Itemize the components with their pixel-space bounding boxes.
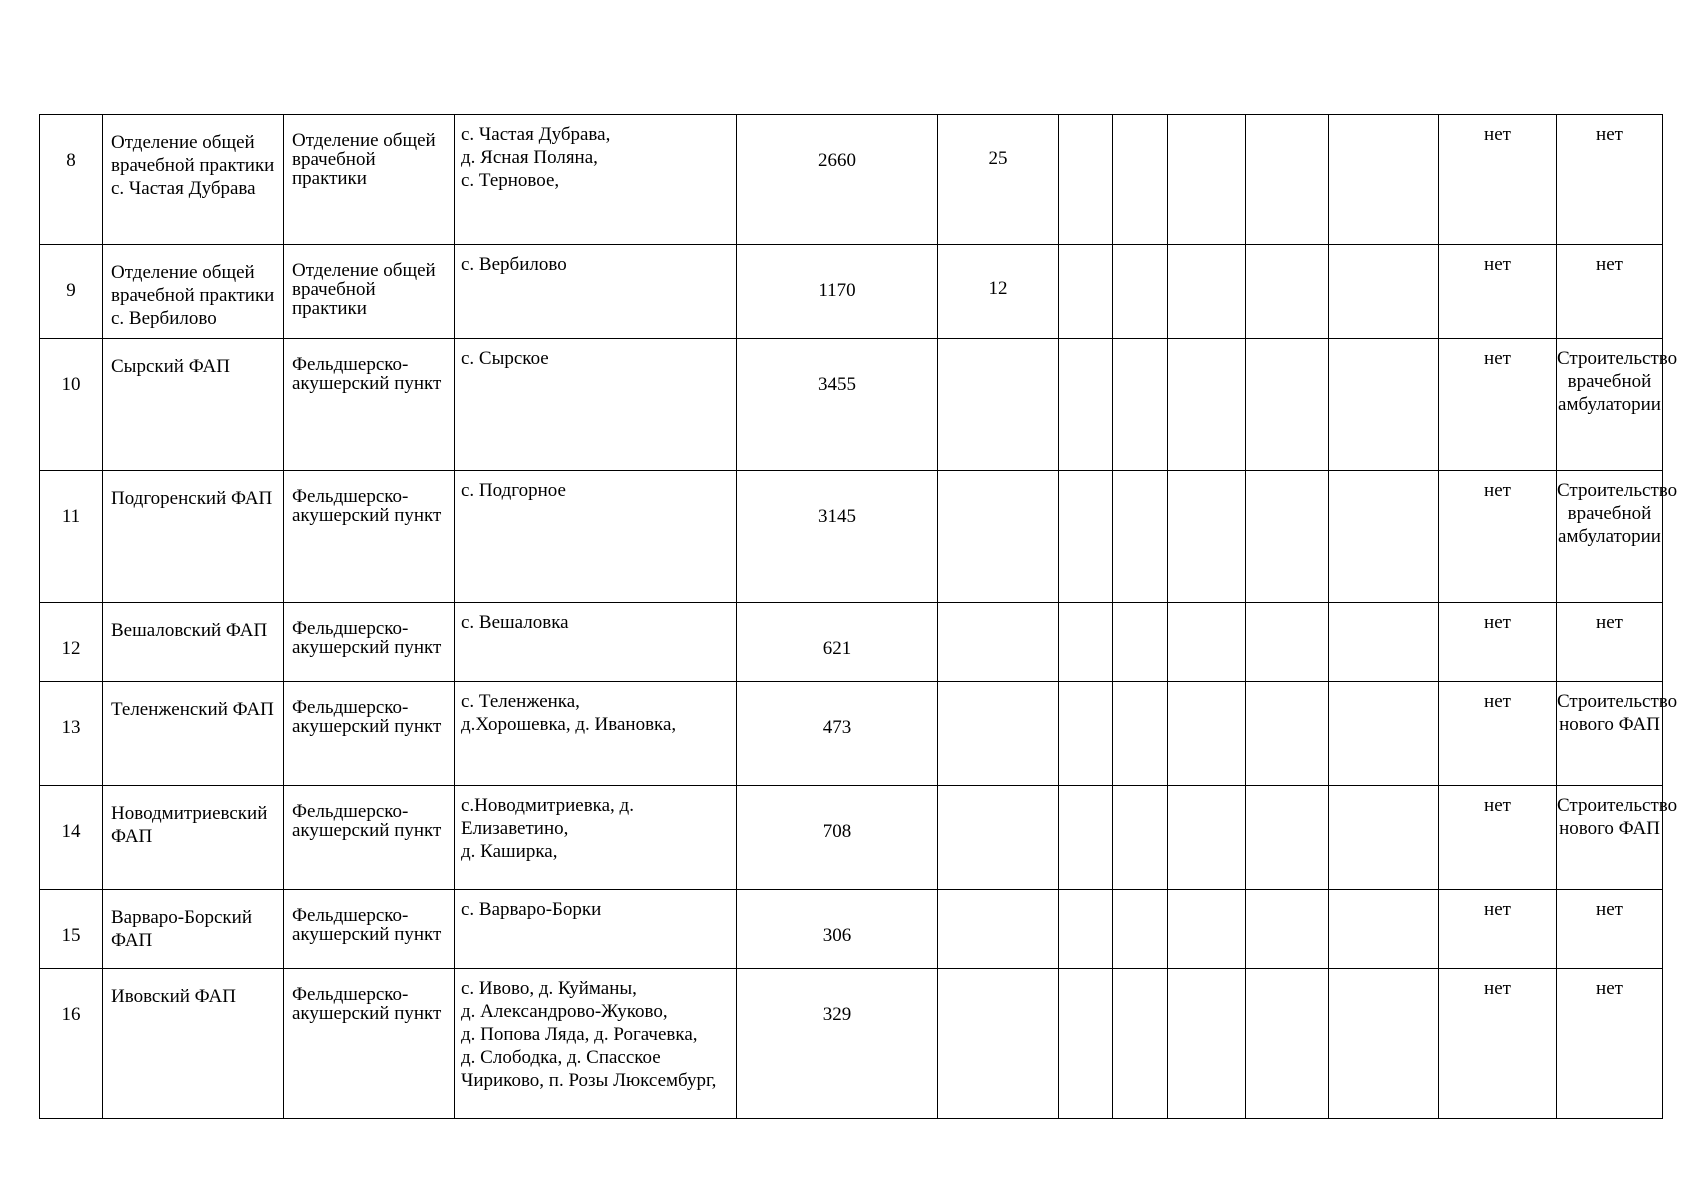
location-line: д. Александрово-Жуково, — [461, 1001, 668, 1022]
table-body — [40, 115, 1678, 1119]
facility-locations — [455, 682, 737, 786]
plan-cell: нет — [1557, 603, 1663, 682]
location-line: с. Вешаловка — [461, 612, 569, 633]
plan-cell: Строительство врачебной амбулатории — [1557, 471, 1663, 603]
empty-cell — [1059, 786, 1113, 890]
population-cell: 3455 — [737, 339, 938, 471]
empty-cell — [1246, 890, 1329, 969]
location-line: с. Частая Дубрава, — [461, 124, 611, 145]
plan-cell: Строительство нового ФАП — [1557, 786, 1663, 890]
facility-locations — [455, 969, 737, 1119]
empty-cell — [1168, 682, 1246, 786]
status-cell: нет — [1439, 786, 1557, 890]
count-cell — [938, 969, 1059, 1119]
location-line: д. Попова Ляда, д. Рогачевка, — [461, 1024, 698, 1045]
empty-cell — [1168, 339, 1246, 471]
empty-cell — [1059, 245, 1113, 339]
location-line: с.Новодмитриевка, д. — [461, 795, 634, 816]
empty-cell — [1113, 969, 1168, 1119]
population-cell: 306 — [737, 890, 938, 969]
table-row — [40, 471, 1663, 603]
facility-locations — [455, 339, 737, 471]
location-line: Елизаветино, — [461, 818, 569, 839]
empty-cell — [1329, 786, 1439, 890]
facility-locations — [455, 786, 737, 890]
location-line: с. Вербилово — [461, 254, 567, 275]
status-cell: нет — [1439, 115, 1557, 245]
facility-type: Фельдшерско-акушерский пункт — [284, 969, 455, 1119]
count-cell — [938, 786, 1059, 890]
empty-cell — [1168, 969, 1246, 1119]
empty-cell — [1168, 115, 1246, 245]
facility-locations — [455, 890, 737, 969]
table-row — [40, 786, 1663, 890]
table-row — [40, 115, 1663, 245]
location-line: д. Каширка, — [461, 841, 558, 862]
count-cell: 12 — [938, 245, 1059, 339]
row-number: 13 — [40, 682, 103, 786]
empty-cell — [1168, 786, 1246, 890]
facility-locations — [455, 245, 737, 339]
facility-name: Варваро-Борский ФАП — [103, 890, 284, 969]
row-number: 9 — [40, 245, 103, 339]
plan-cell: нет — [1557, 890, 1663, 969]
location-line: Чириково, п. Розы Люксембург, — [461, 1070, 717, 1091]
location-line: с. Ивово, д. Куйманы, — [461, 978, 637, 999]
location-line: с. Подгорное — [461, 480, 566, 501]
empty-cell — [1059, 115, 1113, 245]
empty-cell — [1113, 115, 1168, 245]
table-row — [40, 339, 1663, 471]
plan-cell: нет — [1557, 245, 1663, 339]
location-line: д. Ясная Поляна, — [461, 147, 598, 168]
population-cell: 2660 — [737, 115, 938, 245]
row-number: 8 — [40, 115, 103, 245]
facility-name: Подгоренский ФАП — [103, 471, 284, 603]
facility-name: Новодмитриевский ФАП — [103, 786, 284, 890]
location-line: с. Сырское — [461, 348, 549, 369]
status-cell: нет — [1439, 339, 1557, 471]
row-number: 14 — [40, 786, 103, 890]
empty-cell — [1246, 682, 1329, 786]
facilities-table — [39, 114, 1678, 1119]
location-line: с. Варваро-Борки — [461, 899, 602, 920]
count-cell — [938, 339, 1059, 471]
empty-cell — [1246, 786, 1329, 890]
empty-cell — [1329, 603, 1439, 682]
facility-name: Сырский ФАП — [103, 339, 284, 471]
empty-cell — [1329, 682, 1439, 786]
table-row — [40, 245, 1663, 339]
facility-name: Вешаловский ФАП — [103, 603, 284, 682]
population-cell: 3145 — [737, 471, 938, 603]
empty-cell — [1246, 471, 1329, 603]
facility-name: Теленженский ФАП — [103, 682, 284, 786]
empty-cell — [1168, 471, 1246, 603]
facility-type: Фельдшерско-акушерский пункт — [284, 786, 455, 890]
population-cell: 621 — [737, 603, 938, 682]
empty-cell — [1168, 603, 1246, 682]
plan-cell: Строительство врачебной амбулатории — [1557, 339, 1663, 471]
empty-cell — [1168, 245, 1246, 339]
table-row — [40, 890, 1663, 969]
facility-type: Отделение общей врачебной практики — [284, 115, 455, 245]
empty-cell — [1113, 339, 1168, 471]
facility-type: Фельдшерско-акушерский пункт — [284, 339, 455, 471]
count-cell — [938, 682, 1059, 786]
facility-type: Отделение общей врачебной практики — [284, 245, 455, 339]
facility-name: Ивовский ФАП — [103, 969, 284, 1119]
empty-cell — [1059, 890, 1113, 969]
empty-cell — [1329, 339, 1439, 471]
count-cell — [938, 603, 1059, 682]
empty-cell — [1329, 115, 1439, 245]
count-cell — [938, 890, 1059, 969]
population-cell: 329 — [737, 969, 938, 1119]
status-cell: нет — [1439, 603, 1557, 682]
location-line: д.Хорошевка, д. Ивановка, — [461, 714, 677, 735]
plan-cell: нет — [1557, 115, 1663, 245]
status-cell: нет — [1439, 682, 1557, 786]
facility-locations — [455, 471, 737, 603]
row-number: 15 — [40, 890, 103, 969]
empty-cell — [1329, 969, 1439, 1119]
location-line: с. Терновое, — [461, 170, 560, 191]
empty-cell — [1329, 890, 1439, 969]
empty-cell — [1059, 603, 1113, 682]
empty-cell — [1059, 682, 1113, 786]
empty-cell — [1246, 969, 1329, 1119]
population-cell: 473 — [737, 682, 938, 786]
empty-cell — [1168, 890, 1246, 969]
empty-cell — [1246, 245, 1329, 339]
empty-cell — [1113, 890, 1168, 969]
table-row — [40, 603, 1663, 682]
empty-cell — [1246, 115, 1329, 245]
count-cell: 25 — [938, 115, 1059, 245]
row-number: 11 — [40, 471, 103, 603]
empty-cell — [1113, 471, 1168, 603]
plan-cell: нет — [1557, 969, 1663, 1119]
facility-type: Фельдшерско-акушерский пункт — [284, 603, 455, 682]
population-cell: 708 — [737, 786, 938, 890]
location-line: с. Теленженка, — [461, 691, 580, 712]
status-cell: нет — [1439, 245, 1557, 339]
facility-name: Отделение общей врачебной практики с. Частая Дубрава — [103, 115, 284, 245]
row-number: 12 — [40, 603, 103, 682]
empty-cell — [1113, 682, 1168, 786]
facility-locations — [455, 603, 737, 682]
status-cell: нет — [1439, 471, 1557, 603]
facility-locations — [455, 115, 737, 245]
empty-cell — [1113, 603, 1168, 682]
empty-cell — [1246, 603, 1329, 682]
plan-cell: Строительство нового ФАП — [1557, 682, 1663, 786]
status-cell: нет — [1439, 969, 1557, 1119]
row-number: 10 — [40, 339, 103, 471]
empty-cell — [1113, 786, 1168, 890]
facility-type: Фельдшерско-акушерский пункт — [284, 682, 455, 786]
empty-cell — [1059, 339, 1113, 471]
status-cell: нет — [1439, 890, 1557, 969]
empty-cell — [1059, 471, 1113, 603]
facility-type: Фельдшерско-акушерский пункт — [284, 890, 455, 969]
table-row — [40, 969, 1663, 1119]
empty-cell — [1246, 339, 1329, 471]
empty-cell — [1329, 245, 1439, 339]
facility-type: Фельдшерско-акушерский пункт — [284, 471, 455, 603]
population-cell: 1170 — [737, 245, 938, 339]
location-line: д. Слободка, д. Спасское — [461, 1047, 661, 1068]
row-number: 16 — [40, 969, 103, 1119]
empty-cell — [1113, 245, 1168, 339]
empty-cell — [1329, 471, 1439, 603]
table-row — [40, 682, 1663, 786]
count-cell — [938, 471, 1059, 603]
empty-cell — [1059, 969, 1113, 1119]
facility-name: Отделение общей врачебной практики с. Вербилово — [103, 245, 284, 339]
